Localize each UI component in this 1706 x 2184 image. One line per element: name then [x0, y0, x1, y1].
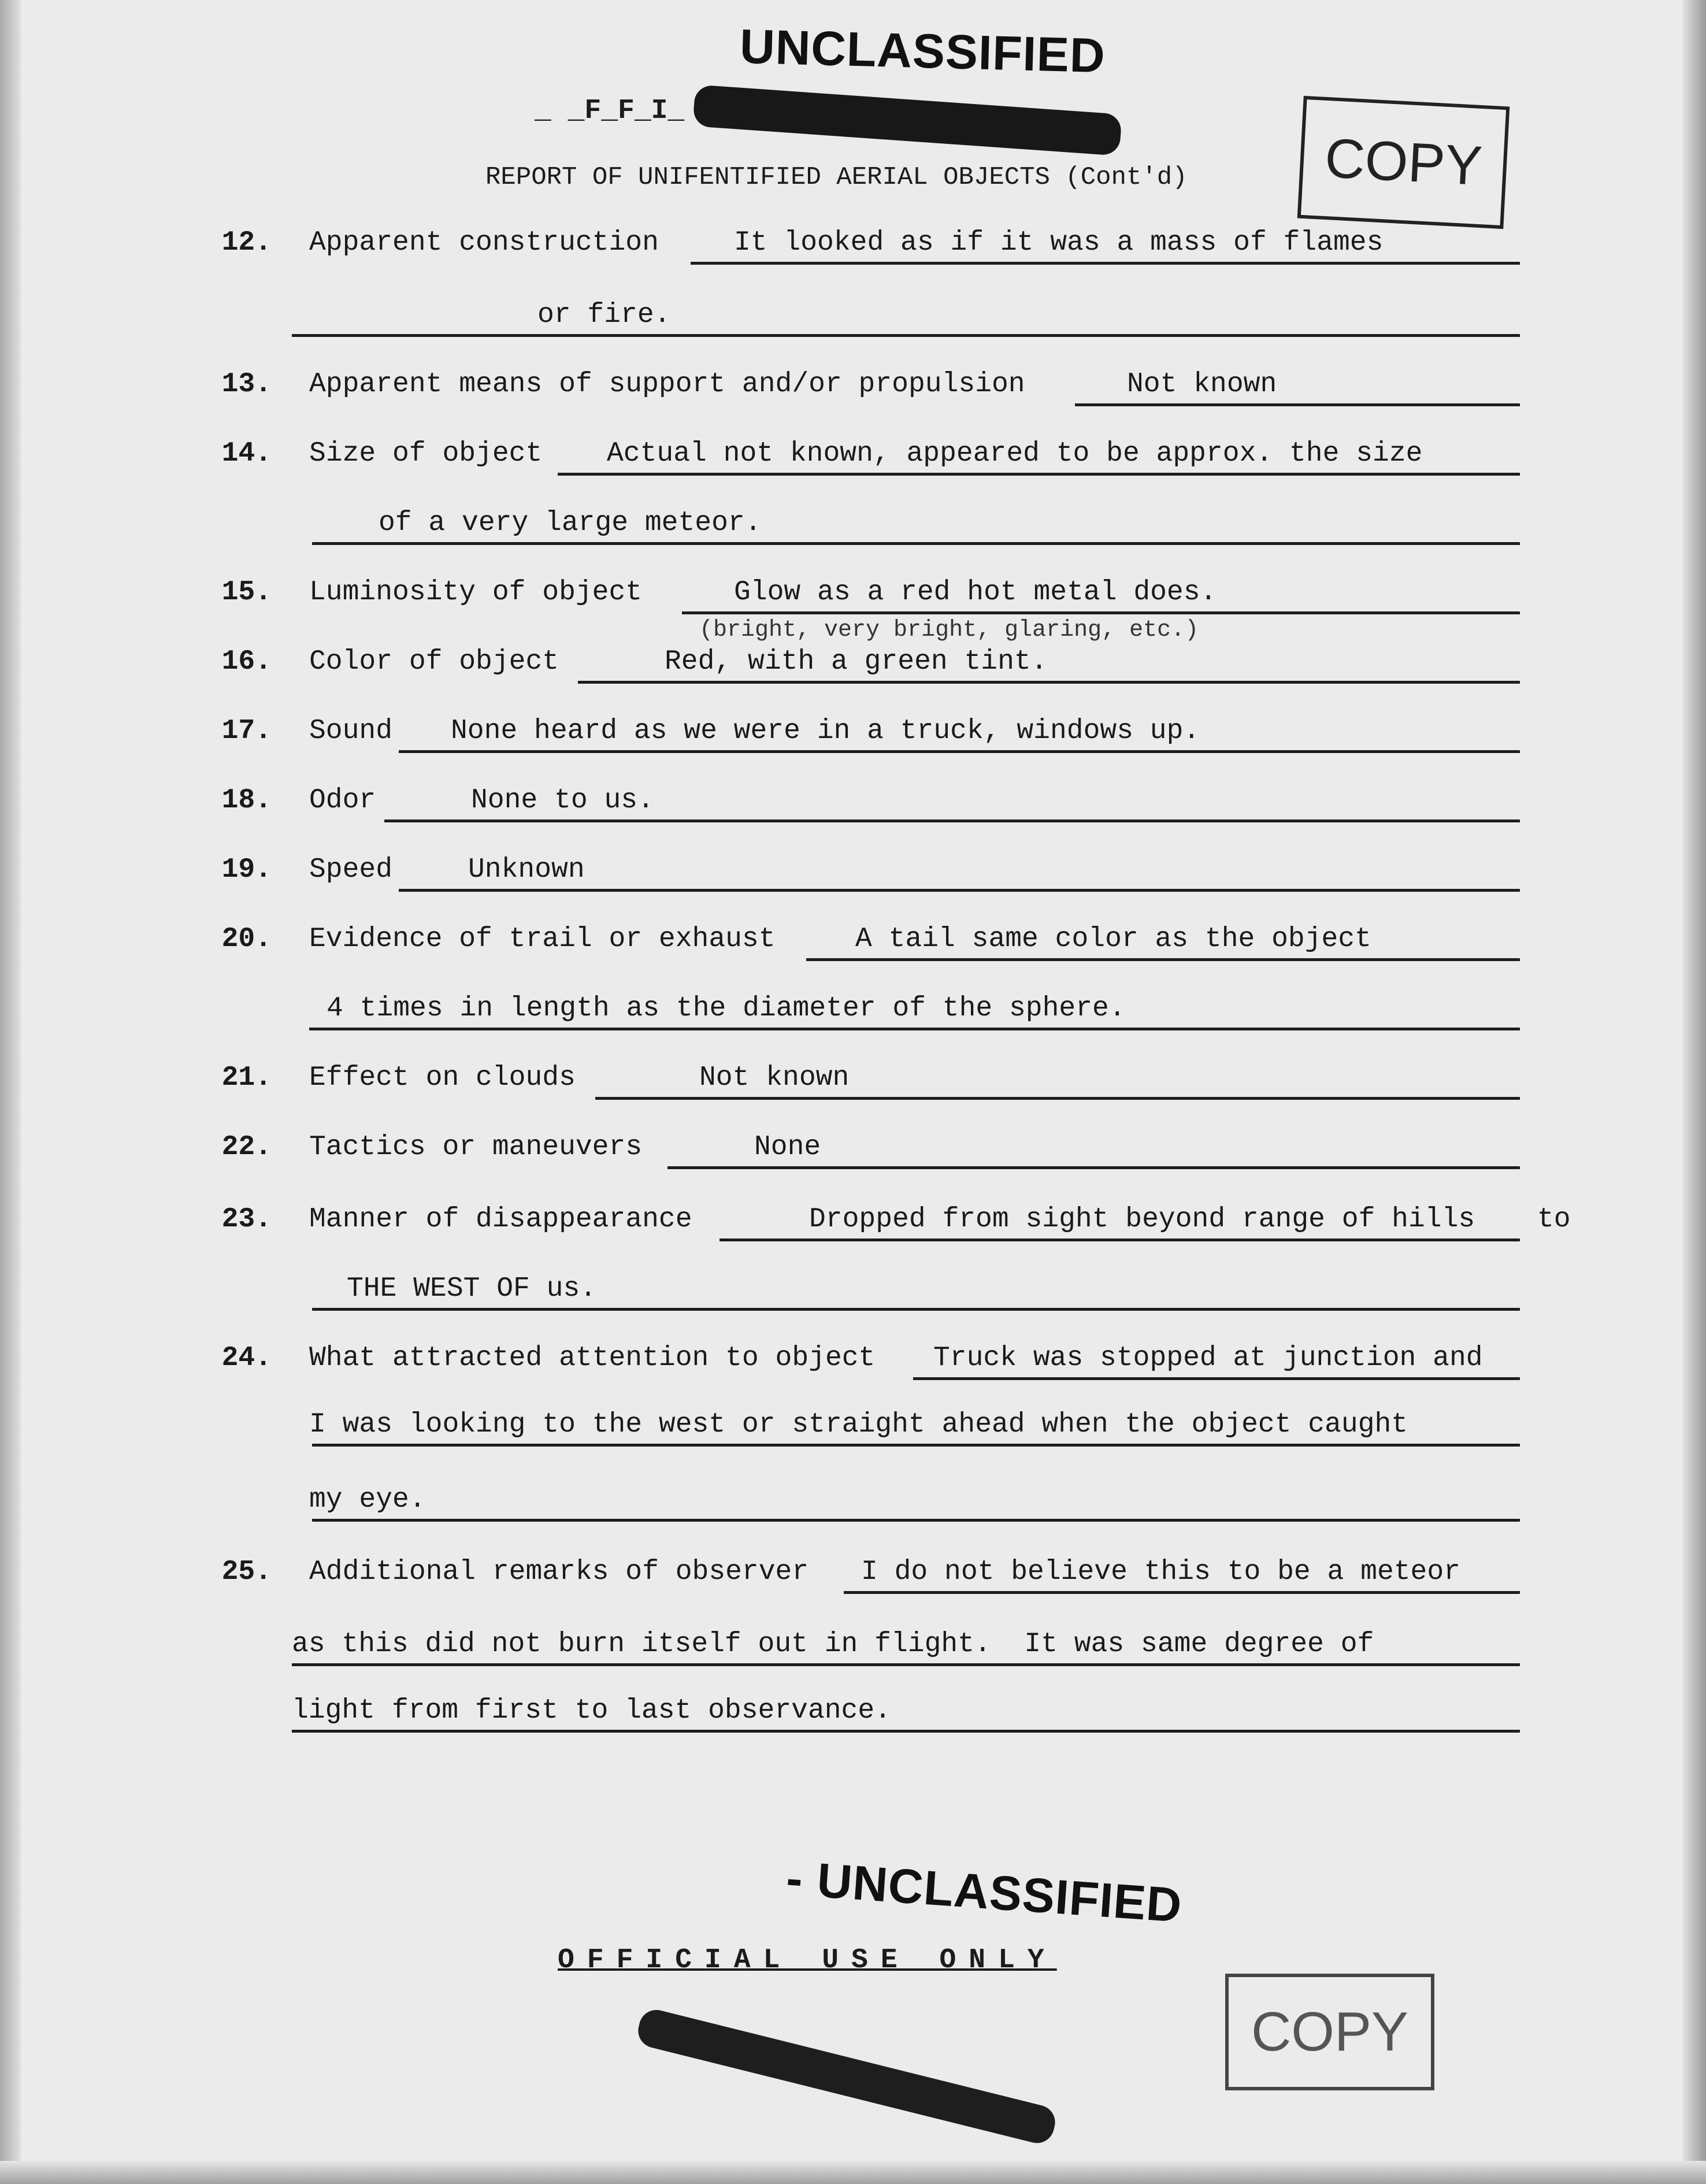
item-label: Color of object	[309, 646, 559, 677]
item-answer-line: A tail same color as the object	[855, 924, 1371, 955]
item-number: 14.	[221, 438, 272, 469]
item-label: Tactics or maneuvers	[309, 1132, 643, 1163]
copy-stamp-top	[1297, 96, 1510, 229]
item-answer-line: None to us.	[471, 785, 654, 816]
answer-underline	[1075, 403, 1520, 406]
item-label: Manner of disappearance	[309, 1204, 692, 1235]
item-number: 16.	[221, 646, 272, 677]
item-number: 25.	[221, 1556, 272, 1588]
page-edge-bottom	[0, 2161, 1706, 2184]
item-label: Speed	[309, 854, 393, 885]
item-answer-line: Dropped from sight beyond range of hills	[809, 1204, 1475, 1235]
item-number: 24.	[221, 1343, 272, 1374]
answer-underline	[309, 1028, 1520, 1030]
answer-underline	[384, 820, 1520, 822]
item-answer-line: Glow as a red hot metal does.	[734, 577, 1217, 608]
official-use-label: OFFICIAL USE ONLY	[558, 1945, 1057, 1976]
item-label: Odor	[309, 785, 376, 816]
item-label: Apparent means of support and/or propulsion	[309, 369, 1025, 400]
classification-stamp-bottom: - UNCLASSIFIED	[784, 1851, 1184, 1933]
answer-underline	[667, 1166, 1520, 1169]
item-answer-line: Truck was stopped at junction and	[933, 1343, 1483, 1374]
item-answer-line: Unknown	[468, 854, 585, 885]
item-answer-tail: to	[1537, 1204, 1571, 1235]
copy-stamp-top-text: COPY	[1323, 127, 1484, 198]
answer-underline	[312, 542, 1520, 545]
item-answer-line: 4 times in length as the diameter of the sphere.	[327, 993, 1126, 1024]
item-label: Evidence of trail or exhaust	[309, 924, 776, 955]
item-label: Effect on clouds	[309, 1062, 576, 1093]
page-edge-right	[1683, 0, 1706, 2184]
item-number: 23.	[221, 1204, 272, 1235]
item-answer-line: Not known	[699, 1062, 850, 1093]
answer-underline	[913, 1377, 1520, 1380]
item-label: What attracted attention to object	[309, 1343, 876, 1374]
copy-stamp-bottom	[1225, 1974, 1434, 2090]
answer-underline	[691, 262, 1520, 265]
item-number: 20.	[221, 924, 272, 955]
item-answer-line: I was looking to the west or straight ahead when the object caught	[309, 1409, 1408, 1440]
answer-underline	[578, 681, 1520, 684]
item-number: 17.	[221, 715, 272, 747]
answer-underline	[312, 1308, 1520, 1311]
copy-stamp-bottom-text: COPY	[1251, 2001, 1409, 2063]
item-number: 12.	[221, 227, 272, 258]
item-label: Sound	[309, 715, 393, 747]
page-edge-left	[0, 0, 21, 2184]
item-label: Apparent construction	[309, 227, 659, 258]
item-answer-line: light from first to last observance.	[292, 1695, 891, 1726]
header-prefix: _ _F_F_I_	[535, 95, 685, 127]
item-label: Additional remarks of observer	[309, 1556, 809, 1588]
answer-underline	[292, 1730, 1520, 1733]
item-answer-line: of a very large meteor.	[379, 507, 762, 539]
item-answer-line: Not known	[1127, 369, 1277, 400]
item-number: 22.	[221, 1132, 272, 1163]
answer-underline	[312, 1444, 1520, 1447]
answer-underline	[806, 958, 1520, 961]
answer-underline	[558, 473, 1520, 476]
answer-underline	[720, 1239, 1520, 1241]
item-answer-line: THE WEST OF us.	[347, 1273, 597, 1304]
item-number: 13.	[221, 369, 272, 400]
item-answer-line: or fire.	[537, 299, 671, 331]
item-number: 18.	[221, 785, 272, 816]
answer-underline	[844, 1591, 1520, 1594]
item-number: 21.	[221, 1062, 272, 1093]
item-answer-line: Red, with a green tint.	[665, 646, 1048, 677]
answer-underline	[399, 889, 1520, 892]
answer-underline	[292, 1663, 1520, 1666]
answer-underline	[682, 611, 1520, 614]
answer-underline	[399, 750, 1520, 753]
item-answer-line: It looked as if it was a mass of flames	[734, 227, 1384, 258]
item-answer-line: None	[754, 1132, 821, 1163]
item-label: Luminosity of object	[309, 577, 643, 608]
answer-underline	[312, 1519, 1520, 1522]
item-answer-line: as this did not burn itself out in flight. It was same degree of	[292, 1629, 1374, 1660]
item-hint: (bright, very bright, glaring, etc.)	[699, 617, 1199, 643]
item-answer-line: None heard as we were in a truck, windows up.	[451, 715, 1200, 747]
item-answer-line: Actual not known, appeared to be approx. the size	[607, 438, 1423, 469]
answer-underline	[292, 334, 1520, 337]
answer-underline	[595, 1097, 1520, 1100]
item-answer-line: I do not believe this to be a meteor	[861, 1556, 1460, 1588]
classification-stamp-top: UNCLASSIFIED	[739, 18, 1106, 83]
report-title: REPORT OF UNIFENTIFIED AERIAL OBJECTS (Cont'd)	[485, 163, 1188, 192]
item-answer-line: my eye.	[309, 1484, 426, 1515]
item-number: 15.	[221, 577, 272, 608]
item-label: Size of object	[309, 438, 543, 469]
item-number: 19.	[221, 854, 272, 885]
